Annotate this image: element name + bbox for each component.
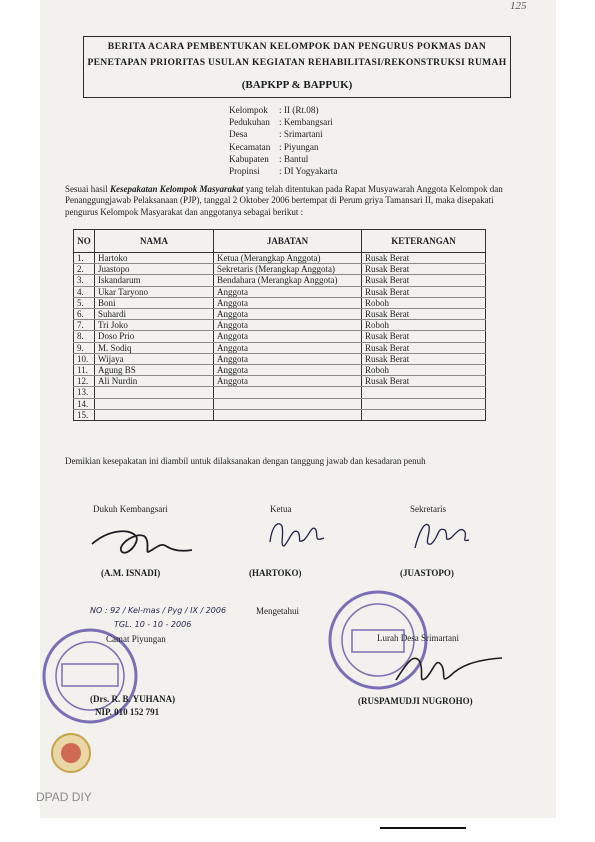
cell-nama xyxy=(95,398,214,409)
table-header-row xyxy=(74,230,486,253)
intro-text-2: yang telah ditentukan pada Rapat Musyawarah Anggota Kelompok dan Penanggungjawab Pelaksanaan (PJP), tanggal 2 Oktober 2006 bertempat di Perum griya Tamansari II, maka disepakati pengurus Kelompok Masyarakat dan anggotanya sebagai berikut : xyxy=(65,184,503,217)
sekretaris-role: Sekretaris xyxy=(410,504,446,514)
info-label: Propinsi xyxy=(229,166,260,177)
members-table xyxy=(73,229,486,421)
table-row xyxy=(74,409,486,420)
cell-no: 2. xyxy=(74,264,95,275)
cell-keterangan xyxy=(362,387,486,398)
cell-nama: Wijaya xyxy=(95,353,214,364)
dukuh-signature xyxy=(88,512,198,564)
cell-keterangan xyxy=(362,409,486,420)
dukuh-name: (A.M. ISNADI) xyxy=(101,568,161,578)
header-jabatan: JABATAN xyxy=(214,230,362,253)
cell-no: 6. xyxy=(74,309,95,320)
info-label: Pedukuhan xyxy=(229,117,270,128)
cell-jabatan: Anggota xyxy=(214,286,362,297)
table-row xyxy=(74,297,486,308)
header-keterangan: KETERANGAN xyxy=(362,230,486,253)
cell-jabatan: Anggota xyxy=(214,309,362,320)
closing-statement: Demikian kesepakatan ini diambil untuk dilaksanakan dengan tanggung jawab dan kesadaran penuh xyxy=(65,456,426,466)
cell-keterangan xyxy=(362,398,486,409)
cell-no: 10. xyxy=(74,353,95,364)
cell-keterangan: Rusak Berat xyxy=(362,264,486,275)
info-value: : Srimartani xyxy=(279,129,323,140)
cell-keterangan: Rusak Berat xyxy=(362,342,486,353)
cell-nama: Ali Nurdin xyxy=(95,376,214,387)
cell-nama: Hartoko xyxy=(95,253,214,264)
table-row xyxy=(74,253,486,264)
cell-jabatan: Anggota xyxy=(214,376,362,387)
cell-keterangan: Rusak Berat xyxy=(362,286,486,297)
cell-nama: Doso Prio xyxy=(95,331,214,342)
info-value: : II (Rt.08) xyxy=(279,105,319,115)
cell-jabatan: Ketua (Merangkap Anggota) xyxy=(214,253,362,264)
info-value: : DI Yogyakarta xyxy=(279,166,338,177)
cell-jabatan: Anggota xyxy=(214,365,362,376)
title-line-2: PENETAPAN PRIORITAS USULAN KEGIATAN REHABILITASI/REKONSTRUKSI RUMAH xyxy=(87,57,507,68)
header-nama: NAMA xyxy=(95,230,214,253)
intro-emphasis: Kesepakatan Kelompok Masyarakat xyxy=(110,184,244,194)
cell-nama: Boni xyxy=(95,297,214,308)
intro-text-1: Sesuai hasil xyxy=(65,184,110,194)
table-row xyxy=(74,353,486,364)
cell-nama: Iskandarum xyxy=(95,275,214,286)
cell-nama xyxy=(95,387,214,398)
cell-keterangan: Rusak Berat xyxy=(362,353,486,364)
info-row-kelompok xyxy=(229,104,337,116)
sekretaris-signature xyxy=(405,512,475,560)
cell-jabatan: Anggota xyxy=(214,297,362,308)
title-line-3: (BAPKPP & BAPPUK) xyxy=(241,79,353,91)
cell-keterangan: Rusak Berat xyxy=(362,275,486,286)
cell-jabatan xyxy=(214,409,362,420)
cell-jabatan: Anggota xyxy=(214,342,362,353)
ketua-signature xyxy=(262,512,332,557)
cell-keterangan: Roboh xyxy=(362,297,486,308)
cell-no: 13. xyxy=(74,387,95,398)
cell-jabatan: Sekretaris (Merangkap Anggota) xyxy=(214,264,362,275)
cell-keterangan: Rusak Berat xyxy=(362,253,486,264)
cell-no: 4. xyxy=(74,286,95,297)
info-row-kabupaten xyxy=(229,153,337,165)
cell-keterangan: Rusak Berat xyxy=(362,376,486,387)
cell-no: 14. xyxy=(74,398,95,409)
cell-keterangan: Roboh xyxy=(362,365,486,376)
table-row xyxy=(74,275,486,286)
cell-keterangan: Rusak Berat xyxy=(362,309,486,320)
group-info xyxy=(229,104,337,177)
cell-jabatan xyxy=(214,387,362,398)
cell-nama: Suhardi xyxy=(95,309,214,320)
title-box xyxy=(83,36,511,98)
cell-jabatan: Anggota xyxy=(214,320,362,331)
info-row-desa xyxy=(229,128,337,140)
cell-no: 15. xyxy=(74,409,95,420)
table-row xyxy=(74,398,486,409)
lurah-role: Lurah Desa Srimartani xyxy=(377,633,459,643)
info-row-propinsi xyxy=(229,165,337,177)
handwritten-number: NO : 92 / Kel-mas / Pyg / IX / 2006 xyxy=(90,606,227,615)
lurah-name: (RUSPAMUDJI NUGROHO) xyxy=(358,696,473,706)
cell-no: 11. xyxy=(74,365,95,376)
table-row xyxy=(74,320,486,331)
camat-nip: NIP. 010 152 791 xyxy=(95,707,160,717)
watermark-text: DPAD DIY xyxy=(36,790,92,804)
cell-jabatan: Anggota xyxy=(214,353,362,364)
cell-no: 12. xyxy=(74,376,95,387)
intro-paragraph xyxy=(65,184,505,218)
cell-no: 8. xyxy=(74,331,95,342)
table-row xyxy=(74,342,486,353)
info-value: : Kembangsari xyxy=(279,117,333,128)
info-value: : Piyungan xyxy=(279,141,319,152)
header-no: NO xyxy=(74,230,95,253)
cell-jabatan xyxy=(214,398,362,409)
mengetahui-label: Mengetahui xyxy=(256,606,299,616)
info-label: Kecamatan xyxy=(229,141,271,152)
cell-jabatan: Anggota xyxy=(214,331,362,342)
info-row-kecamatan xyxy=(229,141,337,153)
table-row xyxy=(74,376,486,387)
camat-role: Camat Piyungan xyxy=(106,634,166,644)
cell-no: 9. xyxy=(74,342,95,353)
table-row xyxy=(74,264,486,275)
lurah-signature xyxy=(390,644,510,694)
handwritten-date: TGL. 10 - 10 - 2006 xyxy=(114,620,192,629)
info-row-pedukuhan xyxy=(229,116,337,128)
table-row xyxy=(74,286,486,297)
ketua-role: Ketua xyxy=(270,504,292,514)
title-line-1: BERITA ACARA PEMBENTUKAN KELOMPOK DAN PENGURUS POKMAS DAN xyxy=(107,41,487,52)
cell-no: 5. xyxy=(74,297,95,308)
cell-keterangan: Roboh xyxy=(362,320,486,331)
cell-nama: M. Sodiq xyxy=(95,342,214,353)
cell-nama: Agung BS xyxy=(95,365,214,376)
cell-nama: Tri Joko xyxy=(95,320,214,331)
info-label: Kelompok xyxy=(229,105,268,115)
cell-nama: Juastopo xyxy=(95,264,214,275)
cell-keterangan: Rusak Berat xyxy=(362,331,486,342)
cell-no: 1. xyxy=(74,253,95,264)
dpad-logo-icon xyxy=(50,732,92,774)
camat-name: (Drs. R. B. YUHANA) xyxy=(90,694,176,704)
cell-nama xyxy=(95,409,214,420)
table-row xyxy=(74,331,486,342)
cell-jabatan: Bendahara (Merangkap Anggota) xyxy=(214,275,362,286)
table-row xyxy=(74,387,486,398)
bottom-rule xyxy=(380,827,466,829)
info-label: Kabupaten xyxy=(229,153,269,164)
page-number: 125 xyxy=(510,0,527,12)
info-label: Desa xyxy=(229,129,248,140)
cell-no: 3. xyxy=(74,275,95,286)
info-value: : Bantul xyxy=(279,153,309,164)
table-row xyxy=(74,365,486,376)
cell-nama: Ukar Taryono xyxy=(95,286,214,297)
sekretaris-name: (JUASTOPO) xyxy=(400,568,454,578)
ketua-name: (HARTOKO) xyxy=(249,568,302,578)
dukuh-role: Dukuh Kembangsari xyxy=(93,504,168,514)
cell-no: 7. xyxy=(74,320,95,331)
table-row xyxy=(74,309,486,320)
